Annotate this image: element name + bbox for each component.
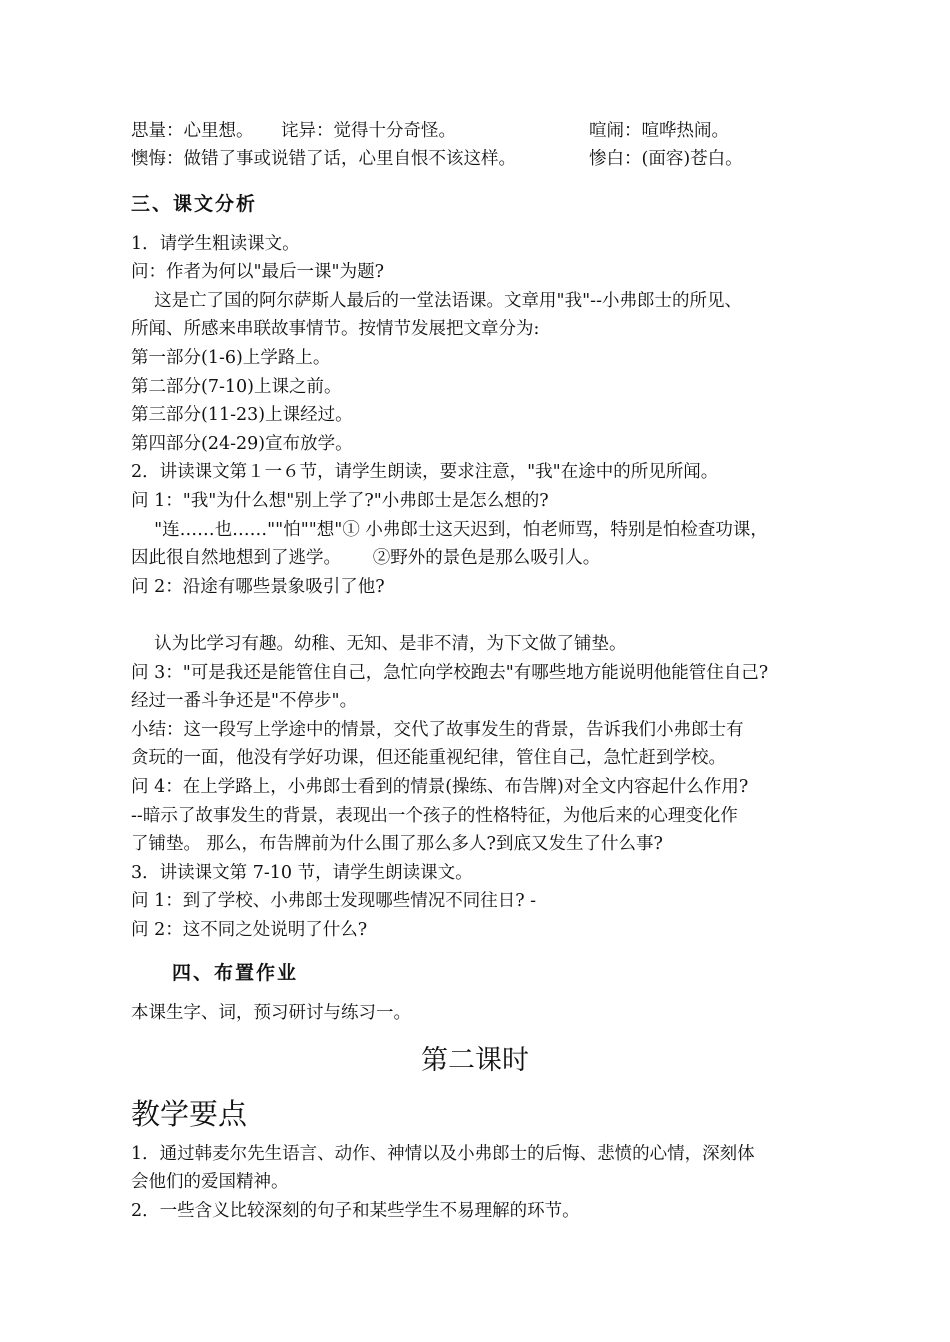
analysis-line: 小结：这一段写上学途中的情景，交代了故事发生的背景，告诉我们小弗郎士有: [131, 720, 744, 740]
analysis-line: 了铺垫。 那么，布告牌前为什么围了那么多人?到底又发生了什么事?: [131, 834, 663, 854]
analysis-line: 经过一番斗争还是"不停步"。: [131, 691, 358, 711]
teaching-points-heading: 教学要点: [131, 1097, 248, 1131]
vocab-aohui: 懊悔：做错了事或说错了话，心里自恨不该这样。: [131, 149, 516, 169]
section-heading-analysis: 三、课文分析: [131, 193, 258, 215]
analysis-line: 问 3："可是我还是能管住自己，急忙向学校跑去"有哪些地方能说明他能管住自己?: [131, 663, 769, 683]
analysis-line: 问 1：到了学校、小弗郎士发现哪些情况不同往日? -: [131, 891, 537, 911]
analysis-line: 第一部分(1-6)上学路上。: [131, 348, 331, 368]
analysis-line: 认为比学习有趣。幼稚、无知、是非不清，为下文做了铺垫。: [131, 634, 627, 654]
analysis-line: 这是亡了国的阿尔萨斯人最后的一堂法语课。文章用"我"--小弗郎士的所见、: [131, 291, 742, 311]
analysis-line: 1．请学生粗读课文。: [131, 234, 300, 254]
analysis-line: 第三部分(11-23)上课经过。: [131, 405, 353, 425]
teaching-point-line: 会他们的爱国精神。: [131, 1172, 289, 1192]
vocab-siliang: 思量：心里想。: [131, 121, 254, 141]
lesson-title: 第二课时: [421, 1045, 529, 1076]
teaching-point-line: 2．一些含义比较深刻的句子和某些学生不易理解的环节。: [131, 1201, 580, 1221]
analysis-line: "连……也……""怕""想"① 小弗郎士这天迟到，怕老师骂，特别是怕检查功课，: [131, 520, 768, 540]
analysis-line: 3．讲读课文第 7-10 节，请学生朗读课文。: [131, 863, 473, 883]
analysis-line: 问 2：沿途有哪些景象吸引了他?: [131, 577, 385, 597]
analysis-line: 问 2：这不同之处说明了什么?: [131, 920, 368, 940]
analysis-line: 问 4：在上学路上，小弗郎士看到的情景(操练、布告牌)对全文内容起什么作用?: [131, 777, 749, 797]
analysis-line: 所闻、所感来串联故事情节。按情节发展把文章分为:: [131, 319, 540, 339]
section-heading-homework: 四、布置作业: [172, 962, 299, 984]
analysis-line: 第二部分(7-10)上课之前。: [131, 377, 342, 397]
homework-line: 本课生字、词，预习研讨与练习一。: [131, 1003, 411, 1023]
analysis-line: 2．讲读课文第１一６节，请学生朗读，要求注意，"我"在途中的所见所闻。: [131, 462, 719, 482]
analysis-line: --暗示了故事发生的背景，表现出一个孩子的性格特征，为他后来的心理变化作: [131, 806, 738, 826]
vocab-xuannao: 喧闹：喧哗热闹。: [589, 121, 729, 141]
analysis-line: 因此很自然地想到了逃学。 ②野外的景色是那么吸引人。: [131, 548, 601, 568]
analysis-line: 第四部分(24-29)宣布放学。: [131, 434, 353, 454]
analysis-line: 贪玩的一面，他没有学好功课，但还能重视纪律，管住自己，急忙赶到学校。: [131, 748, 726, 768]
vocab-canbai: 惨白：(面容)苍白。: [589, 149, 743, 169]
analysis-line: 问 1："我"为什么想"别上学了?"小弗郎士是怎么想的?: [131, 491, 549, 511]
vocab-chayi: 诧异：觉得十分奇怪。: [281, 121, 456, 141]
teaching-point-line: 1．通过韩麦尔先生语言、动作、神情以及小弗郎士的后悔、悲愤的心情，深刻体: [131, 1144, 755, 1164]
analysis-line: 问：作者为何以"最后一课"为题?: [131, 262, 384, 282]
